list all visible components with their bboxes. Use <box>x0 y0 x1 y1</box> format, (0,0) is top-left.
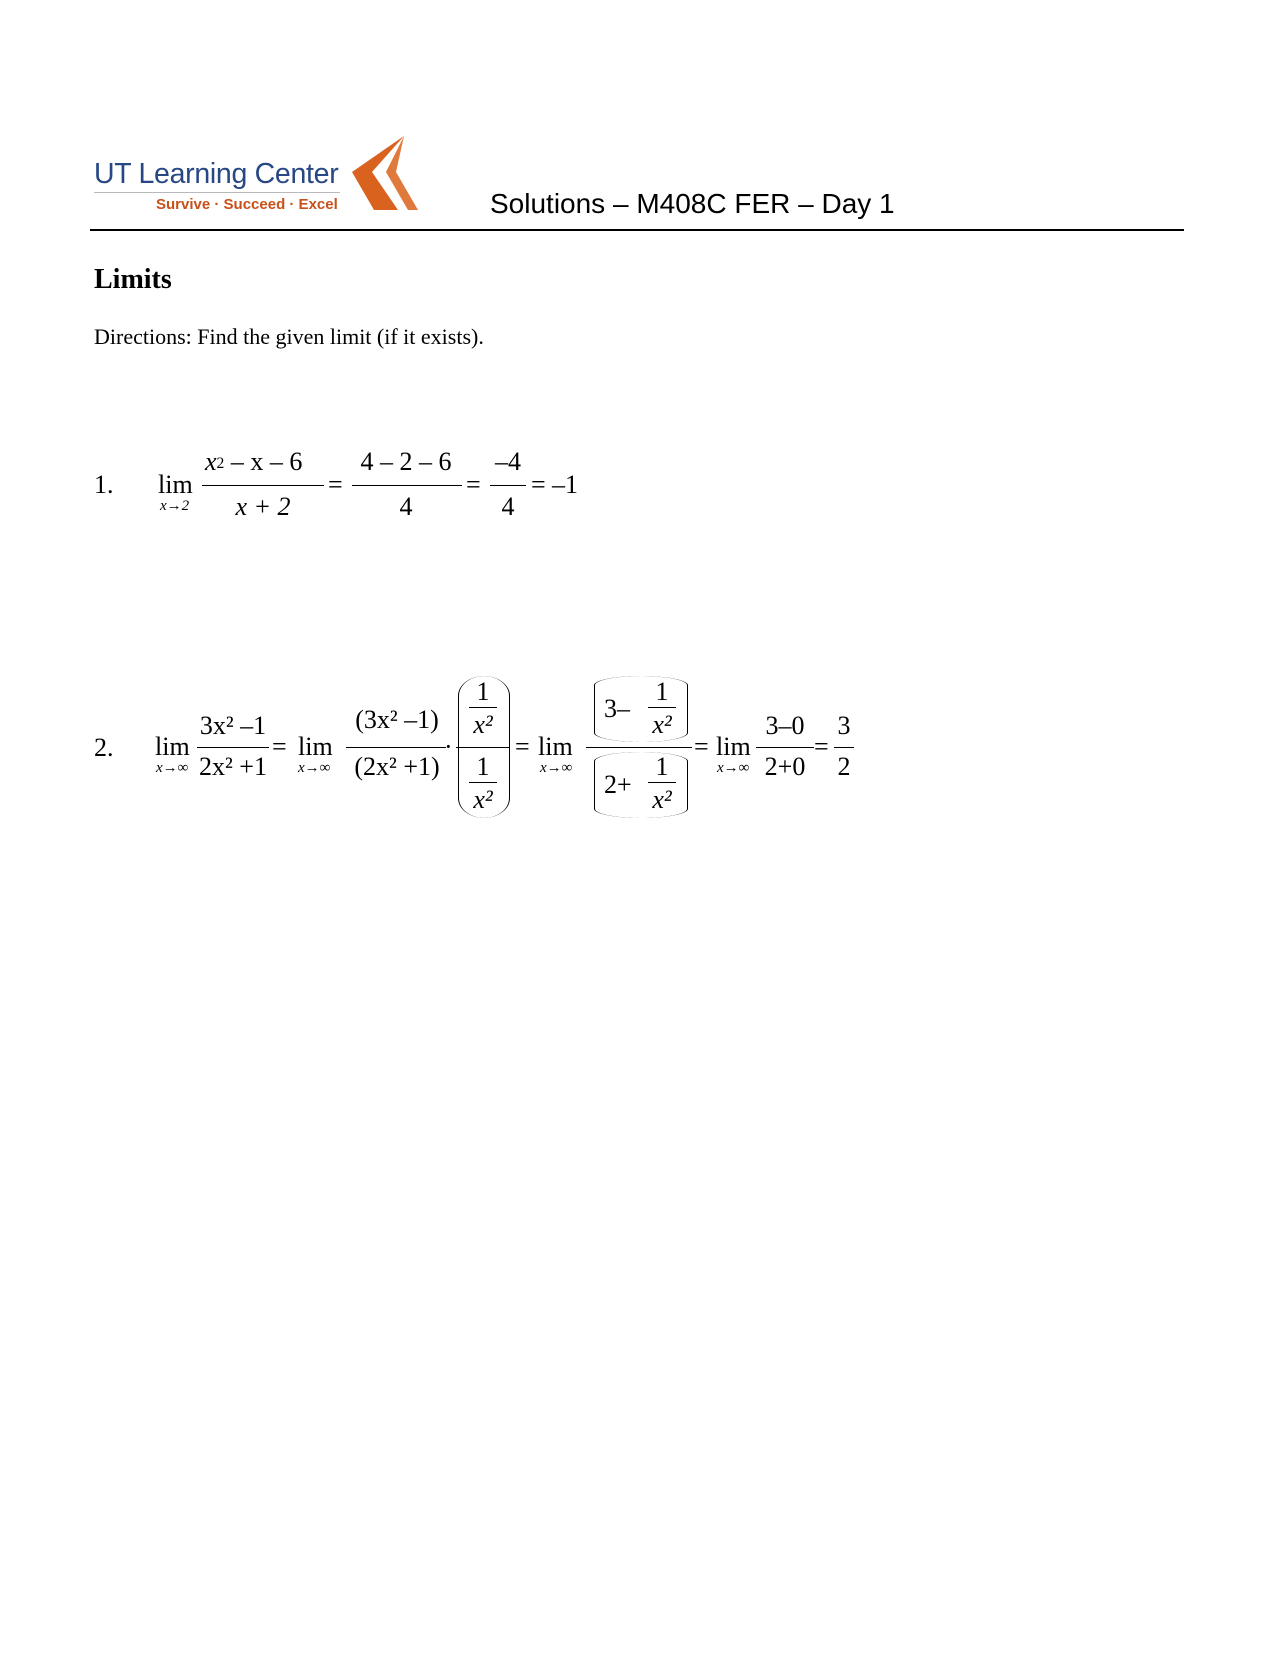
fraction-bar <box>469 782 497 783</box>
answer-numerator: 3 <box>837 711 851 740</box>
numerator-rest: – x – 6 <box>224 447 303 476</box>
paren-denominator: (2x² +1) <box>354 752 440 781</box>
logo-tagline: Survive · Succeed · Excel <box>156 196 338 213</box>
x-squared: x² <box>652 785 672 814</box>
fraction-numerator: 3x² –1 <box>199 711 267 740</box>
fraction-bar <box>756 747 814 748</box>
one: 1 <box>655 677 669 706</box>
equals-sign: = <box>272 732 287 761</box>
lim-subscript: x→∞ <box>298 760 331 776</box>
one: 1 <box>476 752 490 781</box>
equals-sign: = <box>328 470 343 499</box>
fraction-denominator: x + 2 <box>235 492 291 521</box>
lim-subscript: x→∞ <box>540 760 573 776</box>
x-squared: x² <box>652 710 672 739</box>
equals-sign: = <box>814 732 829 761</box>
equals-sign: = <box>694 732 709 761</box>
step2-denominator: 4 <box>399 492 413 521</box>
header-divider <box>90 229 1184 231</box>
fraction-bar <box>648 782 676 783</box>
lim-operator: lim <box>538 732 573 761</box>
lim-subscript: x→2 <box>160 498 190 514</box>
fraction-bar <box>469 707 497 708</box>
fraction-bar <box>490 485 526 486</box>
equals-sign: = <box>466 470 481 499</box>
equals-sign: = <box>515 732 530 761</box>
equals-sign: = <box>531 470 546 499</box>
logo-name: UT Learning Center <box>94 158 339 190</box>
final-numerator: 3–0 <box>765 711 805 740</box>
paren-numerator: (3x² –1) <box>355 705 439 734</box>
lim-operator: lim <box>158 470 193 499</box>
fraction-numerator: $x^2$ – x – 6 <box>205 447 303 476</box>
section-heading: Limits <box>94 264 172 295</box>
fraction-bar <box>197 747 269 748</box>
one: 1 <box>655 752 669 781</box>
lim-operator: lim <box>298 732 333 761</box>
fraction-bar <box>456 747 510 748</box>
problem-number: 2. <box>94 733 114 762</box>
fraction-bar <box>648 707 676 708</box>
lim-subscript: x→∞ <box>717 760 750 776</box>
x-squared: x² <box>473 785 493 814</box>
x-squared: x² <box>473 710 493 739</box>
directions-text: Directions: Find the given limit (if it exists). <box>94 324 484 349</box>
lim-subscript: x→∞ <box>156 760 189 776</box>
final-denominator: 2+0 <box>764 752 806 781</box>
fraction-bar <box>346 747 446 748</box>
logo-chevron-icon <box>346 136 418 214</box>
problem-number: 1. <box>94 470 114 499</box>
step3-numerator: –4 <box>495 447 521 476</box>
step3-denominator: 4 <box>501 492 515 521</box>
answer-denominator: 2 <box>837 752 851 781</box>
fraction-bar <box>352 485 462 486</box>
lim-operator: lim <box>155 732 190 761</box>
result: –1 <box>552 470 578 499</box>
one: 1 <box>476 677 490 706</box>
lim-operator: lim <box>716 732 751 761</box>
fraction-bar <box>202 485 324 486</box>
fraction-denominator: 2x² +1 <box>199 752 267 781</box>
document-title: Solutions – M408C FER – Day 1 <box>490 188 895 219</box>
fraction-bar <box>834 747 854 748</box>
fraction-bar <box>586 747 692 748</box>
logo-underline <box>94 192 340 193</box>
dot-operator: · <box>444 732 453 761</box>
step2-numerator: 4 – 2 – 6 <box>360 447 452 476</box>
three-minus: 3– <box>604 694 630 723</box>
two-plus: 2+ <box>604 770 632 799</box>
